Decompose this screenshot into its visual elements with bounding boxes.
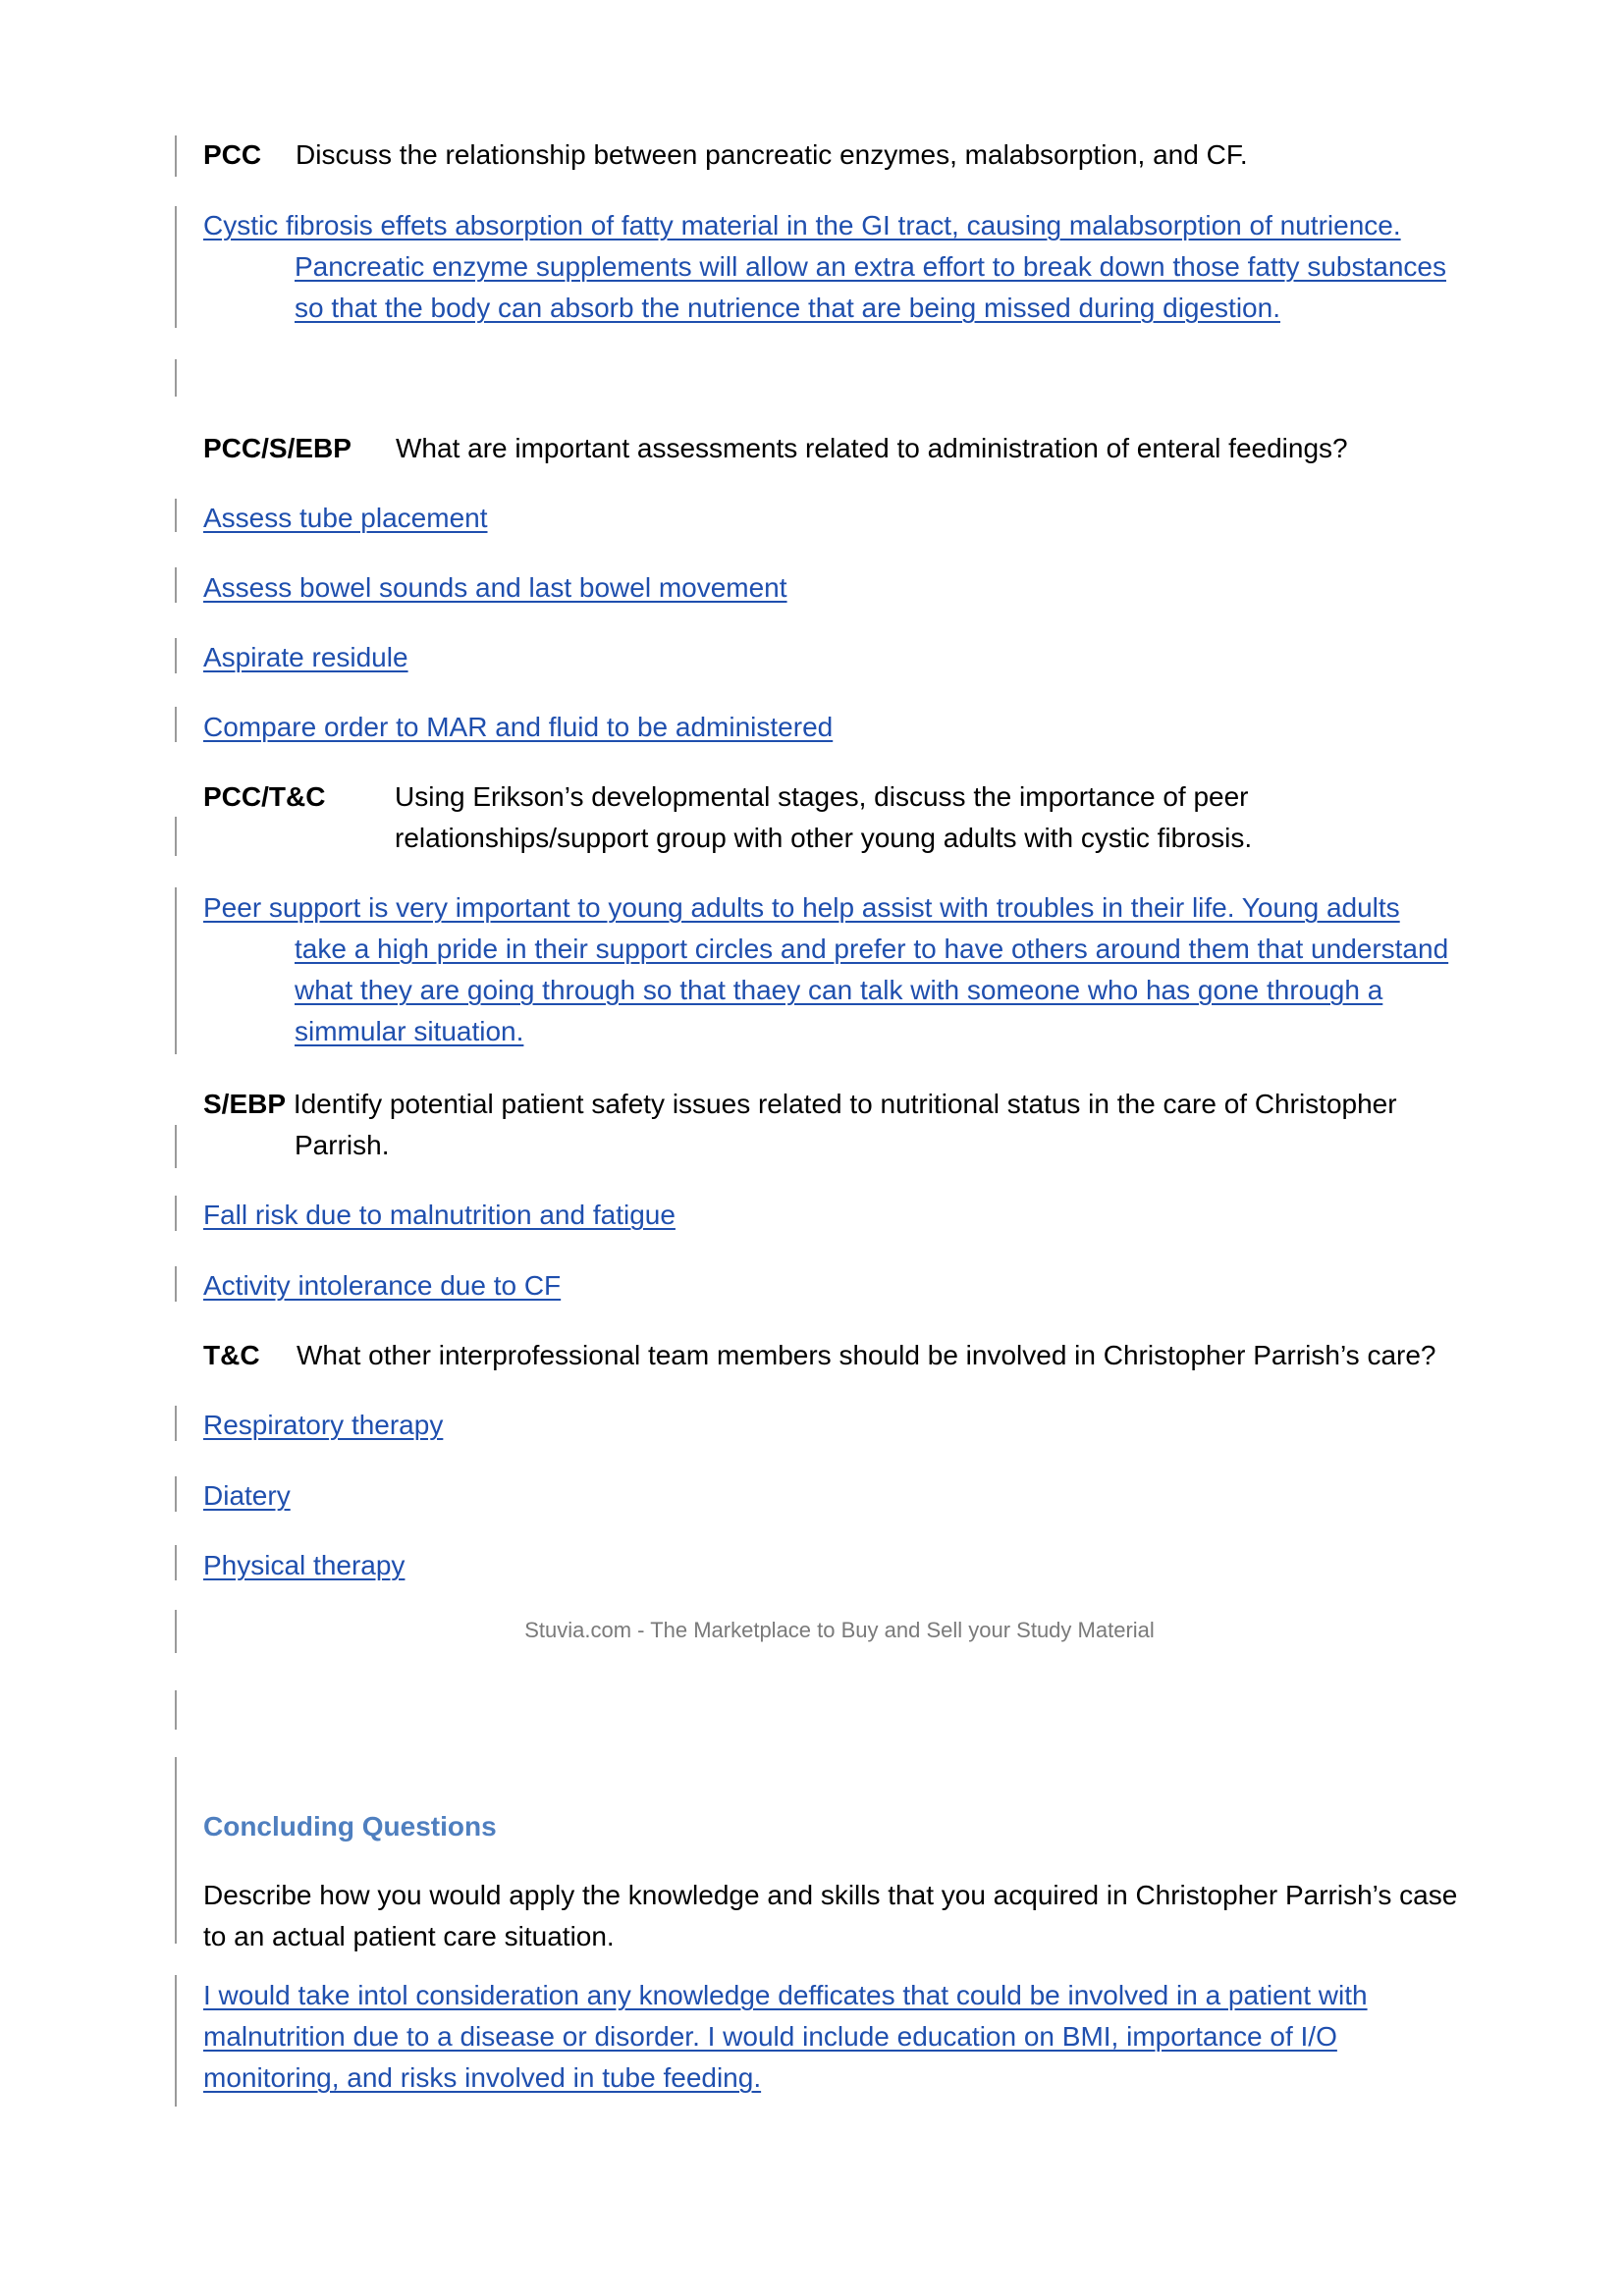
change-bar — [175, 817, 177, 856]
answer-line: simmular situation. — [295, 1016, 524, 1046]
concluding-answer — [203, 1975, 1480, 2099]
question-text: Discuss the relationship between pancreatic enzymes, malabsorption, and CF. — [296, 139, 1248, 170]
answer-item: Activity intolerance due to CF — [203, 1270, 562, 1301]
answer-line: Pancreatic enzyme supplements will allow an extra effort to break down those fatty substances — [295, 251, 1446, 282]
answer-pcc-enzymes — [203, 205, 1480, 329]
question-text: What are important assessments related to administration of enteral feedings? — [396, 433, 1348, 463]
answer-line: monitoring, and risks involved in tube feeding. — [203, 2062, 762, 2093]
change-bar — [175, 1757, 177, 1944]
change-bar — [175, 1545, 177, 1580]
change-bar — [175, 1690, 177, 1730]
answer-item: Physical therapy — [203, 1550, 406, 1580]
answer-line: Cystic fibrosis effets absorption of fatty material in the GI tract, causing malabsorption of nutrience. — [203, 210, 1401, 240]
concluding-question — [203, 1875, 1480, 1957]
answer-item: Respiratory therapy — [203, 1410, 444, 1440]
change-bar — [175, 135, 177, 177]
concluding-heading: Concluding Questions — [203, 1811, 497, 1842]
change-bar — [175, 567, 177, 603]
question-enteral-assessments — [203, 428, 1480, 469]
change-bar — [175, 638, 177, 673]
answer-line: take a high pride in their support circles and prefer to have others around them that understand — [295, 934, 1449, 964]
question-text: to an actual patient care situation. — [203, 1921, 615, 1951]
answer-line: I would take intol consideration any knowledge defficates that could be involved in a patient with — [203, 1980, 1368, 2010]
change-bar — [175, 1975, 177, 2107]
answer-line: what they are going through so that thaey can talk with someone who has gone through a — [295, 975, 1383, 1005]
answer-item: Compare order to MAR and fluid to be administered — [203, 712, 834, 742]
change-bar — [175, 1125, 177, 1168]
question-tag: PCC/S/EBP — [203, 433, 352, 463]
answer-item: Assess tube placement — [203, 503, 488, 533]
question-text: Parrish. — [295, 1130, 390, 1160]
question-safety — [203, 1084, 1480, 1166]
change-bar — [175, 499, 177, 532]
answer-item: Aspirate residule — [203, 642, 408, 672]
question-text: Identify potential patient safety issues related to nutritional status in the care of Christopher — [293, 1089, 1397, 1119]
change-bar — [175, 206, 177, 328]
question-text: relationships/support group with other young adults with cystic fibrosis. — [395, 823, 1253, 853]
answer-item: Fall risk due to malnutrition and fatigue — [203, 1200, 676, 1230]
answer-item: Diatery — [203, 1480, 291, 1511]
question-pcc-enzymes — [203, 134, 1480, 176]
stuvia-footer: Stuvia.com - The Marketplace to Buy and Sell your Study Material — [524, 1618, 1155, 1642]
change-bar — [175, 1196, 177, 1231]
question-team-members — [203, 1335, 1480, 1376]
change-bar — [175, 887, 177, 1054]
question-tag: T&C — [203, 1340, 260, 1370]
question-text: What other interprofessional team members should be involved in Christopher Parrish’s care? — [297, 1340, 1436, 1370]
question-text: Using Erikson’s developmental stages, discuss the importance of peer — [395, 781, 1249, 812]
change-bar — [175, 1476, 177, 1512]
change-bar — [175, 359, 177, 397]
change-bar — [175, 707, 177, 742]
question-tag: PCC — [203, 139, 262, 170]
answer-line: malnutrition due to a disease or disorder. I would include education on BMI, importance of I/O — [203, 2021, 1337, 2052]
change-bar — [175, 1406, 177, 1441]
answer-item: Assess bowel sounds and last bowel movement — [203, 572, 787, 603]
answer-erikson — [203, 887, 1480, 1052]
question-tag: PCC/T&C — [203, 781, 326, 812]
question-erikson — [203, 776, 1480, 859]
question-tag: S/EBP — [203, 1089, 287, 1119]
change-bar — [175, 1266, 177, 1302]
answer-line: Peer support is very important to young adults to help assist with troubles in their life. Young adults — [203, 892, 1400, 923]
answer-line: so that the body can absorb the nutrience that are being missed during digestion. — [295, 293, 1280, 323]
question-text: Describe how you would apply the knowledge and skills that you acquired in Christopher Parrish’s case — [203, 1880, 1458, 1910]
